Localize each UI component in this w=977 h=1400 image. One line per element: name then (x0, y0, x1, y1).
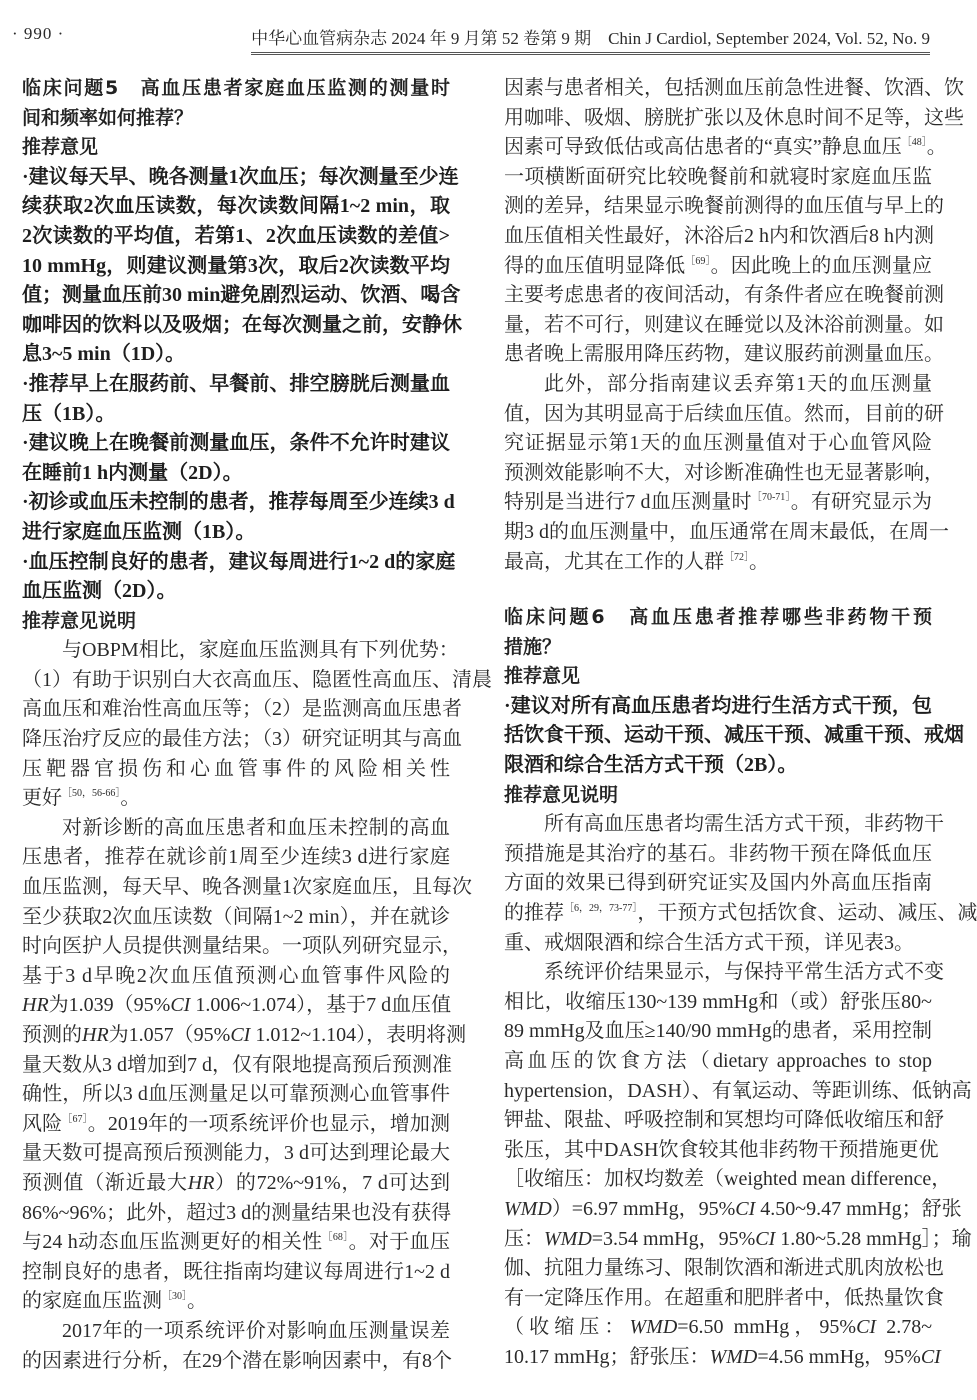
text-segment: =3.54 mmHg，95% (591, 1227, 756, 1250)
text-segment: 。对于血压 (348, 1231, 451, 1254)
text-segment: 特别是当进行7 d血压测量时 (504, 491, 752, 514)
italic-term: HR (82, 1024, 109, 1046)
text-line: 确性，所以3 d血压测量足以可靠预测心血管事件 (22, 1083, 450, 1106)
paragraph (22, 1317, 450, 1376)
text-line: 系统评价结果显示，与保持平常生活方式不变 (544, 961, 944, 984)
text-segment: 。2019年的一项系统评价也显示，增加测 (87, 1112, 451, 1135)
text-segment: 的推荐 (504, 902, 564, 925)
recommendation-item (22, 488, 455, 547)
text-line: 高血压的饮食方法（dietary approaches to stop (504, 1050, 932, 1072)
text-segment: （收缩压： (504, 1316, 630, 1339)
text-line: 究证据显示第1天的血压测量值对于心血管风险 (504, 432, 932, 455)
text-segment: 的家庭血压监测 (22, 1290, 162, 1313)
text-line: 89 mmHg及血压≥140/90 mmHg的患者，采用控制 (504, 1020, 932, 1043)
text-line (22, 1287, 450, 1317)
text-line: 降压治疗反应的最佳方法；（3）研究证明其与高血 (22, 728, 462, 751)
text-line: 息3~5 min（1D）。 (22, 343, 186, 366)
text-line: 推荐意见 (504, 665, 581, 688)
text-line: ·建议每天早、晚各测量1次血压；每次测量至少连 (22, 165, 459, 188)
citation-superscript: ［48］ (901, 137, 927, 149)
recommendation-item (504, 692, 964, 781)
paragraph (504, 810, 977, 958)
text-line (504, 1343, 941, 1373)
recommendation-item (22, 370, 450, 429)
text-line: 方面的效果已得到研究证实及国内外高血压指南 (504, 872, 932, 895)
text-line: ［收缩压：加权均数差（weighted mean difference， (504, 1168, 952, 1191)
text-segment: ）的72%~91%，7 d可达到 (214, 1171, 451, 1194)
text-line (504, 1195, 962, 1225)
recommendation-item (22, 548, 456, 607)
text-line: 进行家庭血压监测（1B）。 (22, 520, 256, 543)
text-line: 量，若不可行，则建议在睡觉以及沐浴前测量。如 (504, 313, 944, 336)
text-line: ·初诊或血压未控制的患者，推荐每周至少连续3 d (22, 491, 455, 514)
text-line: 值；测量血压前30 min避免剧烈运动、饮酒、喝含 (22, 284, 461, 307)
italic-term: CI (230, 1024, 251, 1046)
text-line (504, 899, 977, 929)
text-line: 值，因为其明显高于后续血压值。然而，目前的研 (504, 402, 944, 425)
text-line: 临床问题5 高血压患者家庭血压监测的测量时 (22, 77, 450, 99)
text-segment: 。 (187, 1290, 207, 1313)
text-segment: 。 (120, 787, 141, 810)
text-segment: 更好 (22, 787, 62, 810)
text-line: 用咖啡、吸烟、膀胱扩张以及休息时间不足等，这些 (504, 106, 964, 129)
text-segment: =6.50 mmHg，95% (677, 1316, 857, 1339)
text-segment: 。有研究显示为 (790, 491, 933, 514)
text-line (504, 252, 932, 282)
text-line: 此外，部分指南建议丢弃第1天的血压测量 (544, 372, 932, 395)
recommendation-item (22, 429, 450, 488)
text-line: 咖啡因的饮料以及吸烟；在每次测量之前，安静休 (22, 313, 462, 336)
text-line: 压（1B）。 (22, 402, 116, 425)
text-line: 在睡前1 h内测量（2D）。 (22, 461, 243, 484)
text-line: ·推荐早上在服药前、早餐前、排空膀胱后测量血 (22, 372, 450, 395)
text-line: 推荐意见说明 (504, 783, 619, 806)
text-line (504, 488, 932, 518)
text-line: 测的差异，结果显示晚餐前测得的血压值与早上的 (504, 195, 944, 218)
text-segment: ，干预方式包括饮食、运动、减压、减 (637, 902, 977, 925)
text-line: 限酒和综合生活方式干预（2B）。 (504, 754, 798, 777)
section-heading (504, 603, 932, 662)
text-segment: 10.17 mmHg；舒张压： (504, 1345, 710, 1368)
text-line: 时向医护人员提供测量结果。一项队列研究显示， (22, 935, 462, 958)
text-line (22, 784, 450, 814)
text-line: 主要考虑患者的夜间活动，有条件者应在晚餐前测 (504, 284, 944, 307)
text-line (22, 1228, 450, 1258)
text-line: 压患者，推荐在就诊前1周至少连续3 d进行家庭 (22, 846, 450, 869)
text-line (22, 1021, 467, 1051)
text-line: 间和频率如何推荐？ (22, 106, 194, 129)
text-line: 相比，收缩压130~139 mmHg和（或）舒张压80~ (504, 990, 932, 1013)
text-line: ·血压控制良好的患者，建议每周进行1~2 d的家庭 (22, 550, 456, 573)
citation-superscript: ［70-71］ (751, 492, 791, 504)
text-segment: 。因此晚上的血压测量应 (710, 254, 933, 277)
text-line: 期3 d的血压测量中，血压通常在周末最低，在周一 (504, 520, 949, 543)
text-line: 压靶器官损伤和心血管事件的风险相关性 (22, 757, 450, 780)
text-line: 86%~96%；此外，超过3 d的测量结果也没有获得 (22, 1201, 452, 1224)
citation-superscript: ［50，56-66］ (62, 788, 121, 800)
subheading (22, 133, 450, 163)
text-line: 一项横断面研究比较晚餐前和就寝时家庭血压监 (504, 165, 932, 188)
text-line: 量天数可提高预后预测能力，3 d可达到理论最大 (22, 1142, 450, 1165)
subheading (504, 662, 932, 692)
text-line: 的因素进行分析，在29个潜在影响因素中，有8个 (22, 1349, 452, 1372)
italic-term: WMD (629, 1316, 678, 1339)
text-line: 预措施是其治疗的基石。非药物干预在降低血压 (504, 842, 932, 865)
text-segment: 1.012~1.104），表明将测 (250, 1024, 467, 1046)
text-segment: 为1.057（95% (108, 1024, 231, 1046)
text-line: 10 mmHg，则建议测量第3次，取后2次读数平均 (22, 254, 450, 277)
journal-running-header: 中华心血管病杂志 2024 年 9 月第 52 卷第 9 期 Chin J Cardiol, September 2024, Vol. 52, No. 9 (251, 24, 930, 55)
text-segment: 风险 (22, 1112, 63, 1135)
italic-term: HR (22, 994, 49, 1017)
italic-term: CI (920, 1345, 941, 1368)
citation-superscript: ［69］ (685, 255, 711, 267)
text-line: 重、戒烟限酒和综合生活方式干预，详见表3。 (504, 931, 914, 954)
text-segment: ）=6.97 mmHg，95% (551, 1197, 736, 1220)
recommendation-item (22, 163, 462, 370)
text-line: 患者晚上需服用降压药物，建议服药前测量血压。 (504, 343, 944, 366)
paragraph (22, 814, 472, 1317)
italic-term: CI (170, 994, 191, 1017)
citation-superscript: ［68］ (322, 1232, 349, 1244)
paragraph (504, 74, 964, 370)
text-line: 血压值相关性最好，沐浴后2 h内和饮酒后8 h内测 (504, 224, 934, 247)
text-line: ·建议对所有高血压患者均进行生活方式干预，包 (504, 694, 932, 717)
text-line: 括饮食干预、运动干预、减压干预、减重干预、戒烟 (504, 724, 964, 747)
text-line: （1）有助于识别白大衣高血压、隐匿性高血压、清晨 (22, 668, 492, 691)
text-segment: 得的血压值明显降低 (504, 254, 686, 277)
italic-term: WMD (709, 1345, 758, 1368)
text-line: 推荐意见说明 (22, 609, 137, 632)
text-line: 钾盐、限盐、呼吸控制和冥想均可降低收缩压和舒 (504, 1109, 944, 1132)
text-line: 控制良好的患者，既往指南均建议每周进行1~2 d (22, 1260, 450, 1283)
text-segment: 为1.039（95% (48, 994, 171, 1017)
text-line (22, 1169, 450, 1199)
paragraph (504, 370, 949, 577)
text-line: 2017年的一项系统评价对影响血压测量误差 (62, 1319, 450, 1342)
citation-superscript: ［72］ (724, 551, 749, 563)
subheading (22, 607, 450, 637)
text-line: 量天数从3 d增加到7 d，仅有限地提高预后预测准 (22, 1053, 452, 1076)
italic-term: CI (735, 1197, 756, 1220)
text-segment: 与24 h动态血压监测更好的相关性 (22, 1231, 323, 1254)
section-heading (22, 74, 450, 133)
text-line: 临床问题6 高血压患者推荐哪些非药物干预 (504, 606, 932, 629)
italic-term: WMD (504, 1197, 552, 1220)
text-line: 与OBPM相比，家庭血压监测具有下列优势： (62, 639, 459, 662)
text-segment: 预测值（渐近最大 (22, 1171, 188, 1194)
text-line (504, 133, 947, 163)
page-number: · 990 · (12, 24, 65, 43)
text-line: 因素与患者相关，包括测血压前急性进餐、饮酒、饮 (504, 77, 964, 99)
text-segment: 2.78~ (876, 1316, 933, 1339)
paragraph (504, 958, 972, 1372)
paragraph (22, 636, 492, 814)
text-line (504, 1313, 932, 1343)
text-line: 2次读数的平均值，若第1、2次血压读数的差值> (22, 224, 450, 247)
text-segment: 因素可导致低估或高估患者的“真实”静息血压 (504, 136, 902, 159)
text-line: 对新诊断的高血压患者和血压未控制的高血 (62, 816, 450, 839)
text-segment: =4.56 mmHg，95% (757, 1345, 921, 1368)
text-line: 有一定降压作用。在超重和肥胖者中，低热量饮食 (504, 1286, 944, 1309)
text-segment: 1.006~1.074），基于7 d血压值 (190, 994, 452, 1017)
citation-superscript: ［67］ (62, 1113, 88, 1125)
text-line (504, 1225, 972, 1255)
text-line (22, 1110, 450, 1140)
text-segment: 预测的 (22, 1024, 82, 1046)
text-segment: 1.80~5.28 mmHg］；瑜 (775, 1227, 972, 1250)
text-segment: 4.50~9.47 mmHg；舒张 (755, 1197, 962, 1220)
text-line: 所有高血压患者均需生活方式干预，非药物干 (544, 813, 944, 836)
text-line (504, 548, 932, 578)
text-line: 预测效能影响不大，对诊断准确性也无显著影响， (504, 461, 944, 484)
text-line: 基于3 d早晚2次血压值预测心血管事件风险的 (22, 964, 450, 987)
text-line: hypertension，DASH）、有氧运动、等距训练、低钠高 (504, 1079, 972, 1102)
text-line: 张压，其中DASH饮食较其他非药物干预措施更优 (504, 1138, 939, 1161)
text-line: 措施？ (504, 635, 562, 658)
citation-superscript: ［30］ (162, 1291, 187, 1303)
italic-term: CI (856, 1316, 877, 1339)
left-column (22, 74, 492, 1376)
text-line: 高血压和难治性高血压等；（2）是监测高血压患者 (22, 698, 462, 721)
text-segment: 。 (926, 136, 947, 159)
text-line: 至少获取2次血压读数（间隔1~2 min），并在就诊 (22, 905, 450, 928)
text-segment: 。 (749, 550, 769, 573)
text-line: 续获取2次血压读数，每次读数间隔1~2 min，取 (22, 195, 450, 218)
text-line: 血压监测（2D）。 (22, 580, 177, 603)
text-line: ·建议晚上在晚餐前测量血压，条件不允许时建议 (22, 432, 450, 455)
text-line (22, 991, 450, 1021)
text-segment: 最高，尤其在工作的人群 (504, 550, 724, 573)
text-segment: 压： (504, 1227, 544, 1250)
subheading (504, 781, 932, 811)
italic-term: HR (187, 1171, 215, 1194)
italic-term: WMD (544, 1227, 592, 1250)
text-line: 伽、抗阻力量练习、限制饮酒和渐进式肌肉放松也 (504, 1257, 944, 1280)
right-column (504, 74, 977, 1373)
text-line: 推荐意见 (22, 136, 99, 159)
citation-superscript: ［6，29，73-77］ (564, 903, 638, 915)
text-line: 血压监测，每天早、晚各测量1次家庭血压，且每次 (22, 876, 472, 899)
italic-term: CI (755, 1227, 776, 1250)
